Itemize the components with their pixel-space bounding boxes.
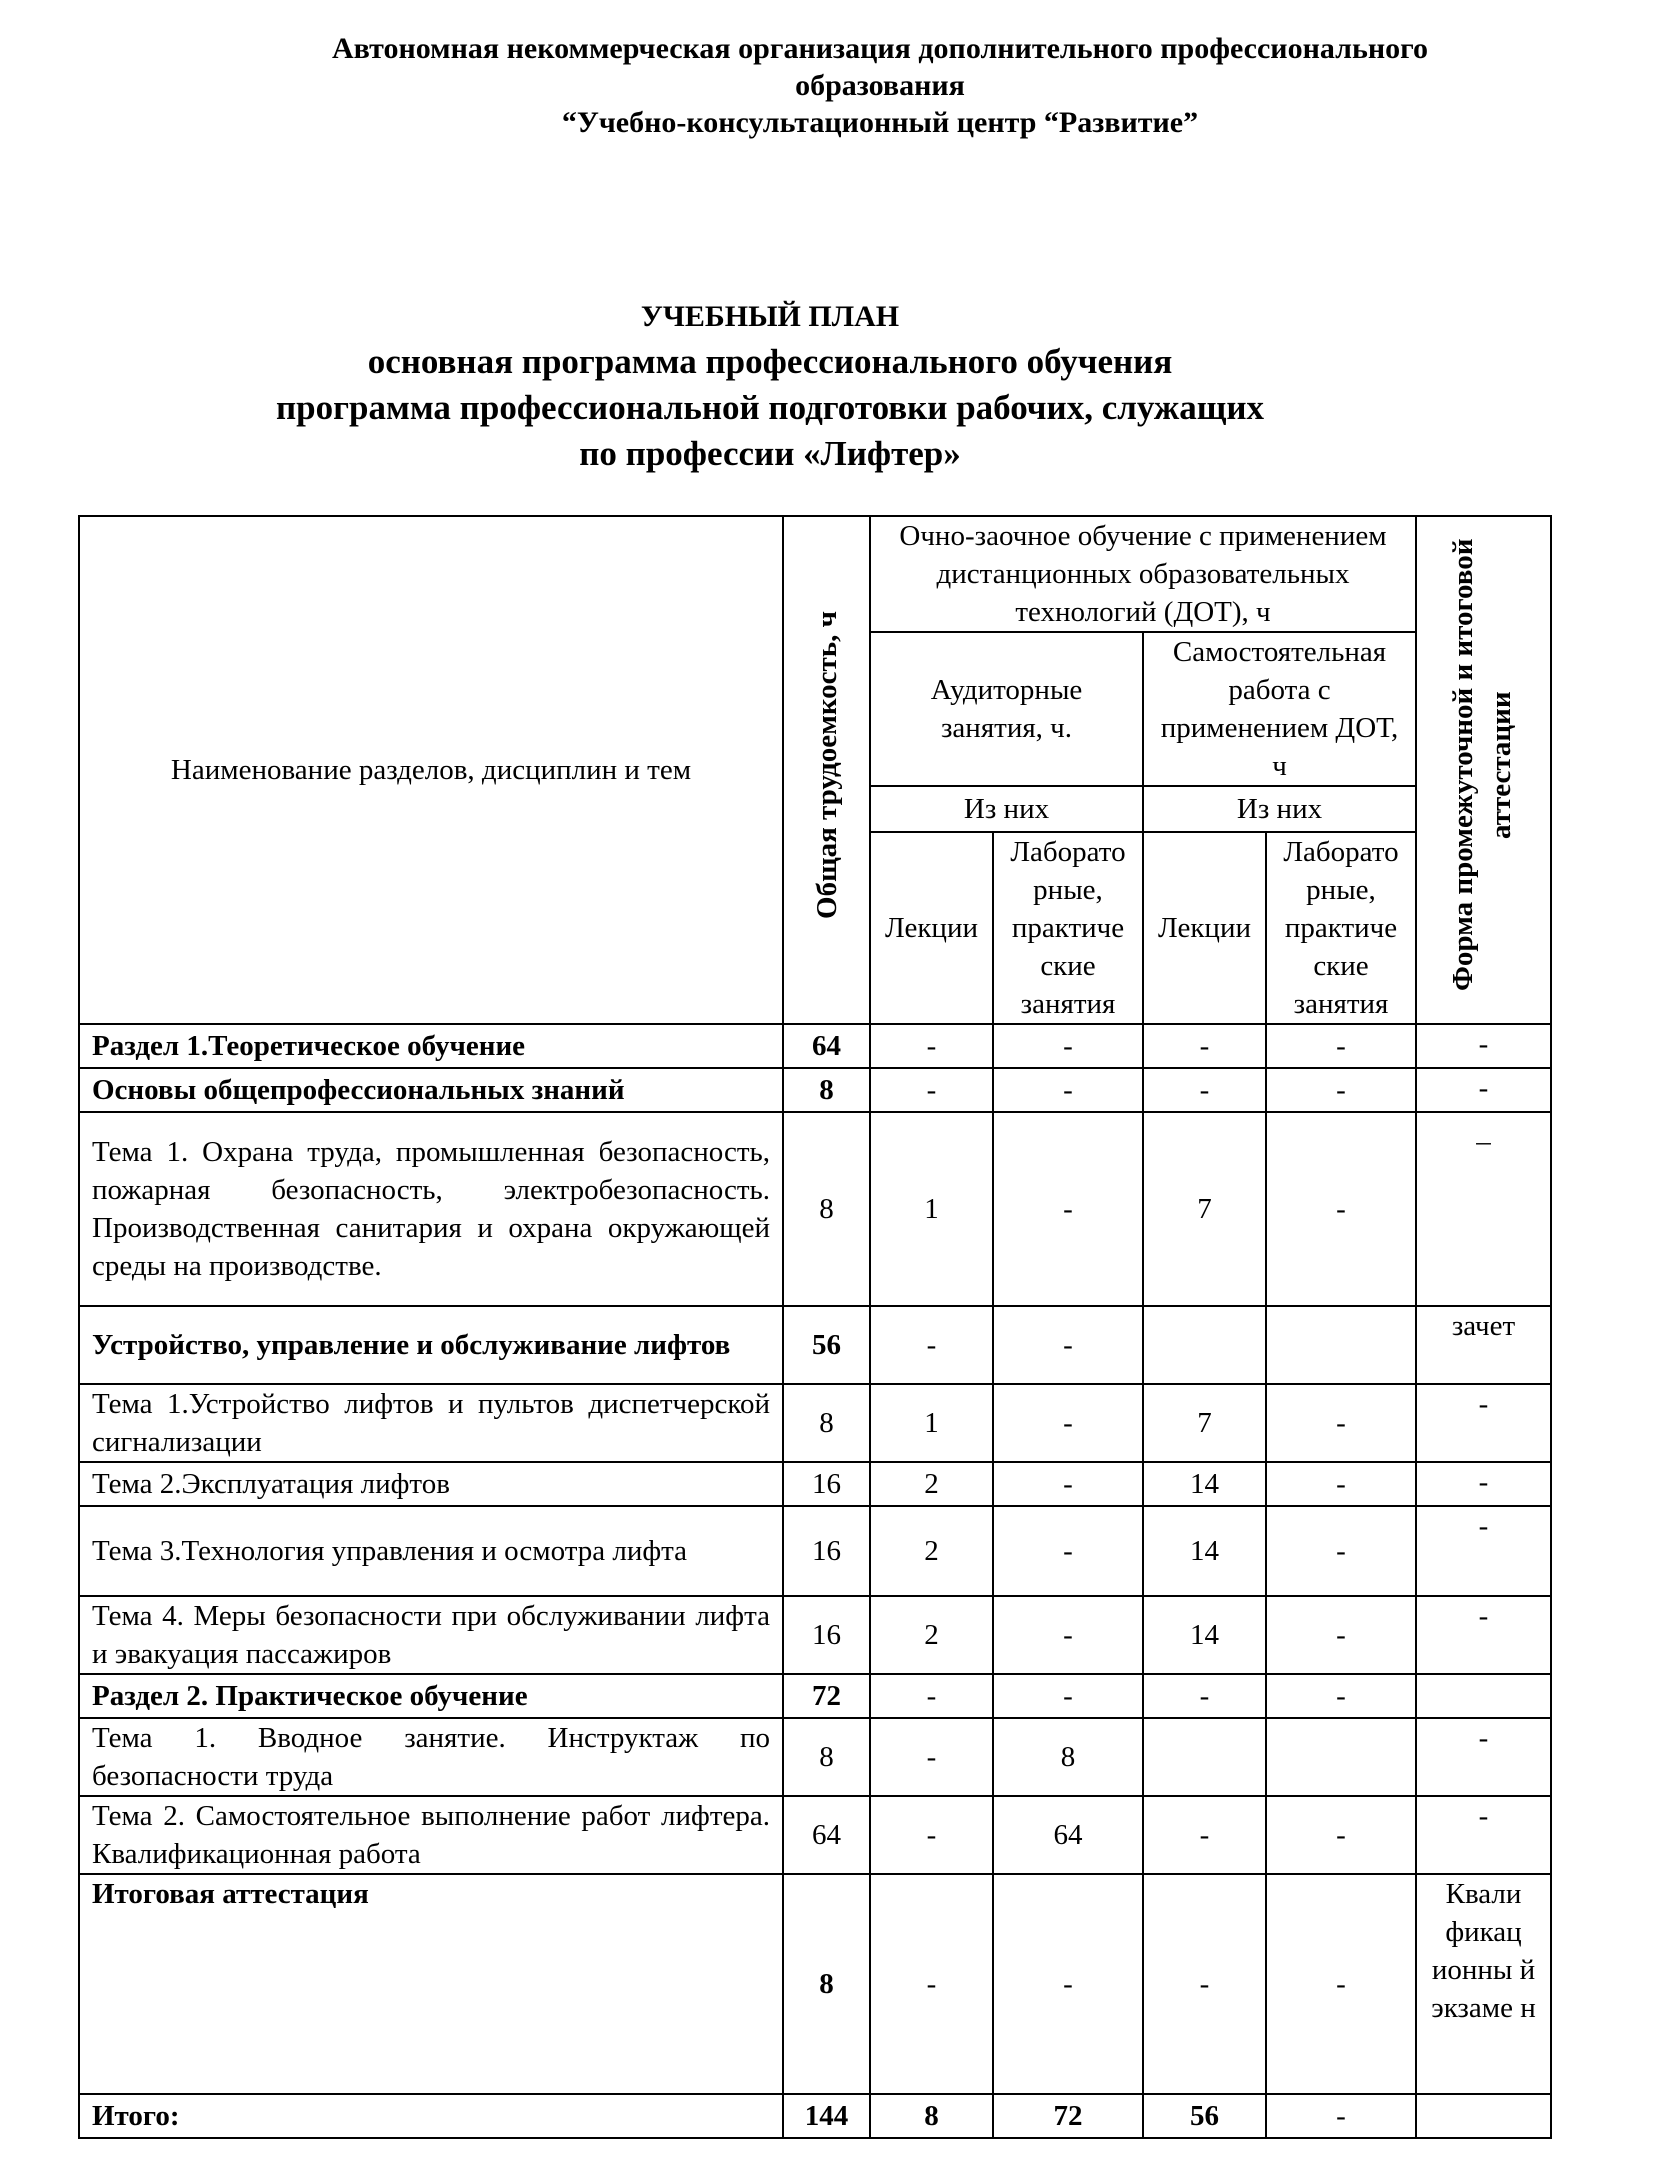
row-name: Тема 3.Технология управления и осмотра лифта <box>79 1506 783 1596</box>
row-labs-2: - <box>1266 1796 1416 1874</box>
row-labs-1: - <box>993 1674 1143 1718</box>
header-name: Наименование разделов, дисциплин и тем <box>79 516 783 1024</box>
row-labs-1: - <box>993 1112 1143 1306</box>
row-labs-2 <box>1266 1306 1416 1384</box>
row-labs-1: - <box>993 1384 1143 1462</box>
row-lectures-1: 8 <box>870 2094 993 2138</box>
header-self: Самостоятельная работа с применением ДОТ, ч <box>1143 632 1416 786</box>
row-form: _ <box>1416 1112 1551 1306</box>
header-form <box>1416 516 1551 1024</box>
row-total: 16 <box>783 1462 870 1506</box>
row-labs-1: - <box>993 1068 1143 1112</box>
row-form: - <box>1416 1506 1551 1596</box>
row-lectures-2: - <box>1143 1068 1266 1112</box>
header-labs-2: Лаборато рные, практиче ские занятия <box>1266 832 1416 1024</box>
row-name: Тема 1.Устройство лифтов и пультов диспетчерской сигнализации <box>79 1384 783 1462</box>
table-row <box>79 1506 1551 1596</box>
header-lectures-2: Лекции <box>1143 832 1266 1024</box>
row-form <box>1416 1674 1551 1718</box>
row-labs-1: 8 <box>993 1718 1143 1796</box>
row-labs-2: - <box>1266 1462 1416 1506</box>
row-name: Итоговая аттестация <box>79 1874 783 2094</box>
row-lectures-1: 1 <box>870 1384 993 1462</box>
row-name: Тема 1. Вводное занятие. Инструктаж по безопасности труда <box>79 1718 783 1796</box>
row-labs-2: - <box>1266 1384 1416 1462</box>
row-name: Итого: <box>79 2094 783 2138</box>
row-total: 72 <box>783 1674 870 1718</box>
row-labs-1: - <box>993 1596 1143 1674</box>
row-total: 16 <box>783 1506 870 1596</box>
row-total: 64 <box>783 1796 870 1874</box>
row-lectures-1: 1 <box>870 1112 993 1306</box>
table-row <box>79 1024 1551 1068</box>
row-form: Квали фикац ионны й экзаме н <box>1416 1874 1551 2094</box>
row-lectures-2: - <box>1143 1674 1266 1718</box>
row-labs-2: - <box>1266 1024 1416 1068</box>
row-lectures-2: - <box>1143 1796 1266 1874</box>
row-lectures-2: - <box>1143 1874 1266 2094</box>
row-lectures-1: - <box>870 1068 993 1112</box>
row-total: 8 <box>783 1718 870 1796</box>
header-total <box>783 516 870 1024</box>
org-line-1: Автономная некоммерческая организация дополнительного профессионального <box>332 32 1428 65</box>
table-row <box>79 1874 1551 2094</box>
table-row <box>79 1068 1551 1112</box>
row-lectures-1: 2 <box>870 1506 993 1596</box>
row-form: - <box>1416 1596 1551 1674</box>
row-labs-1: - <box>993 1024 1143 1068</box>
row-form: зачет <box>1416 1306 1551 1384</box>
table-row <box>79 1306 1551 1384</box>
row-lectures-2: 14 <box>1143 1462 1266 1506</box>
row-total: 56 <box>783 1306 870 1384</box>
row-name: Тема 2. Самостоятельное выполнение работ лифтера. Квалификационная работа <box>79 1796 783 1874</box>
row-lectures-2: 7 <box>1143 1384 1266 1462</box>
row-lectures-1: 2 <box>870 1596 993 1674</box>
row-lectures-1: - <box>870 1306 993 1384</box>
row-form: - <box>1416 1796 1551 1874</box>
row-lectures-1: - <box>870 1796 993 1874</box>
row-form: - <box>1416 1718 1551 1796</box>
title-line-1: основная программа профессионального обучения <box>367 342 1173 381</box>
row-form: - <box>1416 1384 1551 1462</box>
row-total: 64 <box>783 1024 870 1068</box>
header-of-them-2: Из них <box>1143 786 1416 832</box>
row-lectures-1: - <box>870 1674 993 1718</box>
row-form: - <box>1416 1068 1551 1112</box>
row-lectures-2: - <box>1143 1024 1266 1068</box>
row-form <box>1416 2094 1551 2138</box>
document-title <box>0 295 1654 477</box>
row-total: 144 <box>783 2094 870 2138</box>
row-total: 16 <box>783 1596 870 1674</box>
row-labs-1: 64 <box>993 1796 1143 1874</box>
title-line-2: программа профессиональной подготовки рабочих, служащих <box>276 388 1264 427</box>
row-form: - <box>1416 1024 1551 1068</box>
row-labs-2: - <box>1266 1112 1416 1306</box>
org-line-3: “Учебно-консультационный центр “Развитие” <box>561 106 1199 139</box>
header-total-text: Общая трудоемкость, ч <box>810 611 843 919</box>
row-name: Тема 2.Эксплуатация лифтов <box>79 1462 783 1506</box>
row-name: Тема 4. Меры безопасности при обслуживании лифта и эвакуация пассажиров <box>79 1596 783 1674</box>
row-lectures-1: - <box>870 1718 993 1796</box>
table-row <box>79 1674 1551 1718</box>
row-name: Раздел 2. Практическое обучение <box>79 1674 783 1718</box>
row-lectures-1: - <box>870 1874 993 2094</box>
row-lectures-1: 2 <box>870 1462 993 1506</box>
row-lectures-2: 7 <box>1143 1112 1266 1306</box>
row-total: 8 <box>783 1874 870 2094</box>
row-labs-2: - <box>1266 1596 1416 1674</box>
row-lectures-1: - <box>870 1024 993 1068</box>
row-total: 8 <box>783 1068 870 1112</box>
row-labs-2 <box>1266 1718 1416 1796</box>
row-total: 8 <box>783 1112 870 1306</box>
table-row <box>79 1384 1551 1462</box>
header-labs-1: Лаборато рные, практиче ские занятия <box>993 832 1143 1024</box>
row-lectures-2: 14 <box>1143 1506 1266 1596</box>
row-total: 8 <box>783 1384 870 1462</box>
table-row <box>79 1718 1551 1796</box>
row-labs-2: - <box>1266 1506 1416 1596</box>
header-of-them-1: Из них <box>870 786 1143 832</box>
row-name: Раздел 1.Теоретическое обучение <box>79 1024 783 1068</box>
row-name: Тема 1. Охрана труда, промышленная безопасность, пожарная безопасность, электробезопасность. Производственная санитария и охрана окружающей среды на производстве. <box>79 1112 783 1306</box>
row-labs-1: - <box>993 1462 1143 1506</box>
organization-header <box>0 30 1654 141</box>
title-line-3: по профессии «Лифтер» <box>579 434 961 473</box>
row-lectures-2 <box>1143 1718 1266 1796</box>
header-auditory: Аудиторные занятия, ч. <box>870 632 1143 786</box>
table-row <box>79 1462 1551 1506</box>
row-labs-2: - <box>1266 1674 1416 1718</box>
row-form: - <box>1416 1462 1551 1506</box>
row-labs-2: - <box>1266 1874 1416 2094</box>
header-form-text: Форма промежуточной и итоговой аттестации <box>1446 538 1517 992</box>
header-lectures-1: Лекции <box>870 832 993 1024</box>
title-heading: УЧЕБНЫЙ ПЛАН <box>640 300 900 333</box>
table-row <box>79 1796 1551 1874</box>
row-labs-1: - <box>993 1506 1143 1596</box>
row-lectures-2: 56 <box>1143 2094 1266 2138</box>
org-line-2: образования <box>795 69 965 102</box>
table-row <box>79 1112 1551 1306</box>
row-labs-1: - <box>993 1874 1143 2094</box>
header-mode: Очно-заочное обучение с применением дистанционных образовательных технологий (ДОТ), ч <box>870 516 1416 632</box>
row-labs-2: - <box>1266 1068 1416 1112</box>
row-name: Устройство, управление и обслуживание лифтов <box>79 1306 783 1384</box>
row-lectures-2 <box>1143 1306 1266 1384</box>
row-labs-1: 72 <box>993 2094 1143 2138</box>
table-row <box>79 1596 1551 1674</box>
row-lectures-2: 14 <box>1143 1596 1266 1674</box>
row-labs-2: - <box>1266 2094 1416 2138</box>
curriculum-table <box>78 515 1552 2139</box>
row-labs-1: - <box>993 1306 1143 1384</box>
table-row <box>79 2094 1551 2138</box>
row-name: Основы общепрофессиональных знаний <box>79 1068 783 1112</box>
